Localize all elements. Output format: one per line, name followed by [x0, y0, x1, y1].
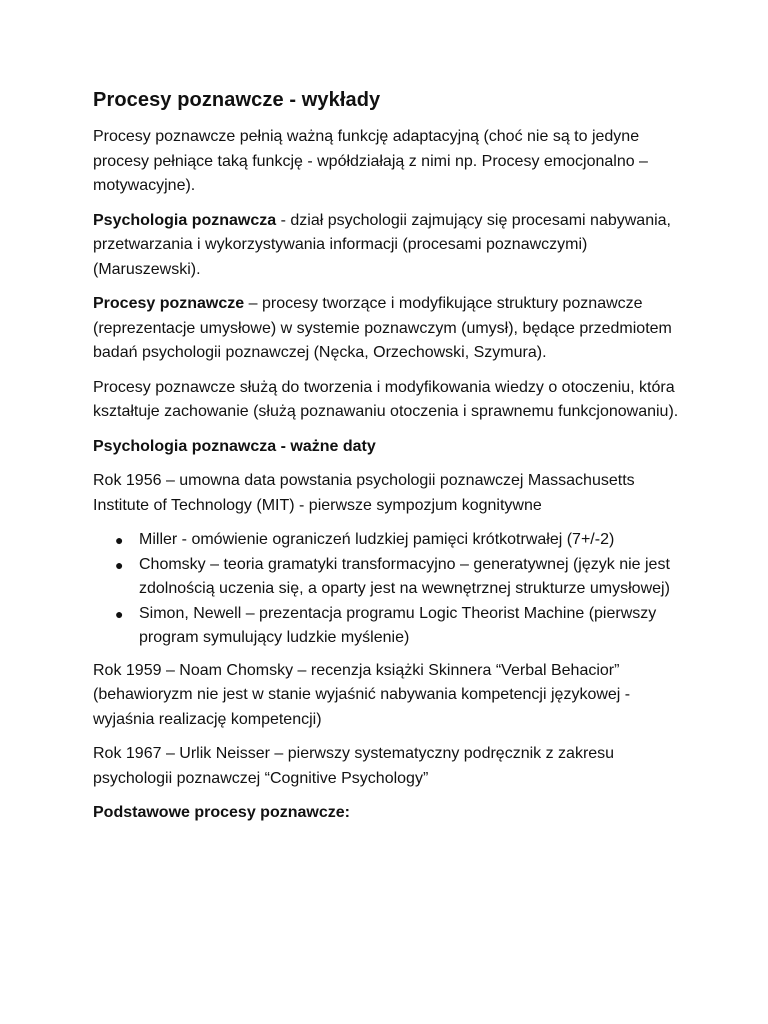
definition-text: - dział psychologii zajmujący się procesami nabywania, przetwarzania i wykorzystywania informacji (procesami poznawczymi) (Maruszewski).	[93, 211, 671, 278]
term-procesy-poznawcze: Procesy poznawcze	[93, 295, 245, 312]
paragraph-definition-processes	[93, 292, 683, 366]
paragraph-year-1956: Rok 1956 – umowna data powstania psychologii poznawczej Massachusetts Institute of Technology (MIT) - pierwsze sympozjum kognitywne	[93, 472, 635, 514]
bullet-icon: ●	[115, 556, 124, 573]
paragraph-intro: Procesy poznawcze pełnią ważną funkcję adaptacyjną (choć nie są to jedyne procesy pełniące taką funkcję - wpółdziałają z nimi np. Procesy emocjonalno – motywacyjne).	[93, 128, 648, 194]
list-item	[93, 553, 683, 602]
list-item-text: Miller - omówienie ograniczeń ludzkiej pamięci krótkotrwałej (7+/-2)	[139, 531, 615, 548]
symposium-list	[93, 528, 683, 651]
list-item-text: Simon, Newell – prezentacja programu Logic Theorist Machine (pierwszy program symulujący ludzkie myślenie)	[139, 604, 657, 646]
paragraph-definition-psychology	[93, 209, 683, 283]
list-item	[93, 528, 683, 553]
term-psychologia-poznawcza: Psychologia poznawcza	[93, 211, 277, 229]
paragraph-year-1967: Rok 1967 – Urlik Neisser – pierwszy systematyczny podręcznik z zakresu psychologii poznawczej “Cognitive Psychology”	[93, 745, 615, 787]
paragraph-year-1959: Rok 1959 – Noam Chomsky – recenzja książki Skinnera “Verbal Behacior” (behawioryzm nie jest w stanie wyjaśnić nabywania kompetencji językowej - wyjaśnia realizację kompetencji)	[93, 661, 631, 728]
heading-important-dates: Psychologia poznawcza - ważne daty	[93, 437, 376, 455]
list-item	[93, 602, 683, 651]
heading-basic-processes: Podstawowe procesy poznawcze:	[93, 804, 350, 821]
paragraph-purpose: Procesy poznawcze służą do tworzenia i modyfikowania wiedzy o otoczeniu, która kształtuje zachowanie (służą poznawaniu otoczenia i sprawnemu funkcjonowaniu).	[93, 378, 679, 420]
bullet-icon: ●	[115, 605, 124, 622]
document-title: Procesy poznawcze - wykłady	[93, 89, 381, 111]
document-page	[93, 86, 683, 836]
definition-text: – procesy tworzące i modyfikujące struktury poznawcze (reprezentacje umysłowe) w systemie poznawczym (umysł), będące przedmiotem badań psychologii poznawczej (Nęcka, Orzechowski, Szymura).	[93, 295, 672, 361]
list-item-text: Chomsky – teoria gramatyki transformacyjno – generatywnej (język nie jest zdolnością uczenia się, a oparty jest na wewnętrznej strukturze umysłowej)	[139, 555, 670, 597]
bullet-icon: ●	[115, 532, 124, 548]
